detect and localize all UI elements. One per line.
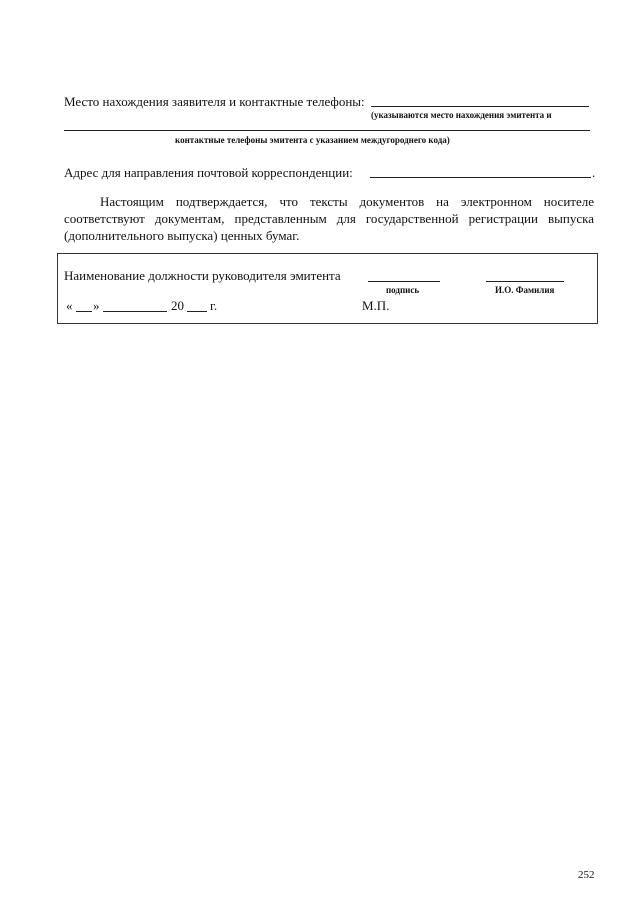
address-field-line xyxy=(370,177,591,178)
address-end-dot: . xyxy=(592,165,596,180)
confirmation-paragraph xyxy=(64,193,594,244)
signature-box xyxy=(57,253,598,324)
date-year-line xyxy=(187,311,207,312)
date-close-quote: » xyxy=(93,298,100,313)
confirmation-line-2: соответствуют документам, представленным для государственной регистрации выпуска xyxy=(64,211,594,226)
address-label: Адрес для направления почтовой корреспонденции: xyxy=(64,165,353,180)
location-field-line-2 xyxy=(64,130,590,131)
confirmation-line-1: Настоящим подтверждается, что тексты документов на электронном носителе xyxy=(100,194,594,209)
location-field-line xyxy=(371,106,589,107)
confirmation-line-3: (дополнительного выпуска) ценных бумаг. xyxy=(64,228,300,243)
signature-line xyxy=(368,281,440,282)
location-hint-2: контактные телефоны эмитента с указанием междугороднего кода) xyxy=(175,135,450,145)
date-open-quote: « xyxy=(66,298,73,313)
date-year-suffix: г. xyxy=(210,298,218,313)
position-label: Наименование должности руководителя эмитента xyxy=(64,268,341,283)
seal-label: М.П. xyxy=(362,298,390,313)
name-line xyxy=(486,281,564,282)
date-month-line xyxy=(103,311,167,312)
name-caption: И.О. Фамилия xyxy=(495,285,555,295)
signature-caption: подпись xyxy=(386,285,420,295)
date-year-prefix: 20 xyxy=(171,298,184,313)
date-day-line xyxy=(76,311,92,312)
page-number: 252 xyxy=(578,869,595,881)
location-hint-1: (указываются место нахождения эмитента и xyxy=(371,110,552,120)
location-label: Место нахождения заявителя и контактные телефоны: xyxy=(64,94,365,109)
